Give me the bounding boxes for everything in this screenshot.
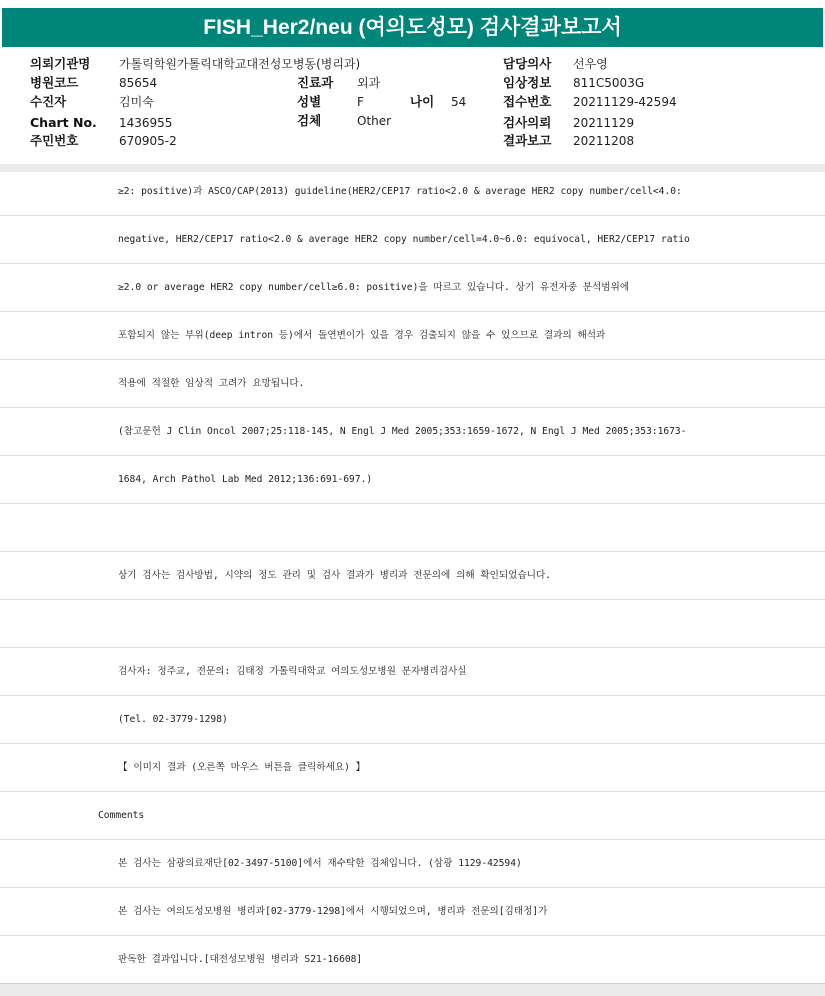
institution-label: 의뢰기관명 [30,56,91,71]
request-date-label: 검사의뢰 [503,115,552,130]
report-line [0,840,825,888]
report-line [0,552,825,600]
report-line [0,888,825,936]
result-date-label: 결과보고 [503,133,552,148]
department-label: 진료과 [297,75,334,90]
report-line [0,216,825,264]
line-text: 포함되지 않는 부위(deep intron 등)에서 돌연변이가 있을 경우 검출되지 않을 수 있으므로 결과의 해석과 [118,330,606,341]
line-text: ≥2: positive)과 ASCO/CAP(2013) guideline(HER2/CEP17 ratio<2.0 & average HER2 copy number/cell<4.0: [118,186,682,197]
image-result-link[interactable] [0,744,825,792]
report-title: FISH_Her2/neu (여의도성모) 검사결과보고서 [203,16,622,39]
specimen-label: 검체 [297,113,322,128]
report-line [0,696,825,744]
report-line [0,456,825,504]
clinical-info-value: 811C5003G [573,76,645,90]
age-value: 54 [451,95,467,109]
receipt-number-value: 20211129-42594 [573,95,677,109]
report-line [0,504,825,552]
report-line [0,600,825,648]
report-line [0,648,825,696]
receipt-number-label: 접수번호 [503,94,552,109]
request-date-value: 20211129 [573,116,635,130]
line-text: Comments [98,810,145,821]
line-text: (Tel. 02-3779-1298) [118,714,228,725]
line-text[interactable]: 【 이미지 결과 (오른쪽 마우스 버튼을 클릭하세요) 】 [118,762,366,773]
line-text: (참고문헌 J Clin Oncol 2007;25:118-145, N Engl J Med 2005;353:1659-1672, N Engl J Med 2005;353:1673- [118,426,687,437]
patient-value: 김미숙 [119,95,154,109]
chart-no-value: 1436955 [119,116,173,130]
chart-no-label: Chart No. [30,115,97,130]
report-line [0,408,825,456]
result-date-value: 20211208 [573,134,635,148]
sex-label: 성별 [297,94,322,109]
clinical-info-label: 임상정보 [503,75,552,90]
resident-number-value: 670905-2 [119,134,177,148]
line-text: 본 검사는 삼광의료재단[02-3497-5100]에서 재수탁한 검체입니다. (삼광 1129-42594) [118,858,522,869]
department-value: 외과 [357,76,381,90]
age-label: 나이 [410,94,435,109]
line-text: 1684, Arch Pathol Lab Med 2012;136:691-697.) [118,474,373,485]
specimen-value: Other [357,114,392,128]
sex-value: F [357,95,364,109]
report-line [0,168,825,216]
line-text: 검사자: 정주교, 전문의: 김태정 가톨릭대학교 여의도성모병원 분자병리검사실 [118,666,467,677]
line-text: ≥2.0 or average HER2 copy number/cell≥6.0: positive)을 따르고 있습니다. 상기 유전자중 분석범위에 [118,282,630,293]
resident-number-label: 주민번호 [30,133,79,148]
report-line [0,312,825,360]
report-line [0,360,825,408]
hospital-code-label: 병원코드 [30,75,79,90]
line-text: 본 검사는 여의도성모병원 병리과[02-3779-1298]에서 시행되었으며, 병리과 전문의[김태정]가 [118,906,548,917]
hospital-code-value: 85654 [119,76,158,90]
horizontal-scrollbar[interactable] [0,983,825,996]
institution-value: 가톨릭학원가톨릭대학교대전성모병동(병리과) [119,57,361,71]
line-text: 상기 검사는 검사방법, 시약의 정도 관리 및 검사 결과가 병리과 전문의에 의해 확인되었습니다. [118,570,552,581]
comments-heading [0,792,825,840]
doctor-label: 담당의사 [503,56,552,71]
line-text: 적용에 적절한 임상적 고려가 요망됩니다. [118,378,305,389]
doctor-value: 선우영 [573,57,608,71]
line-text: negative, HER2/CEP17 ratio<2.0 & average HER2 copy number/cell=4.0~6.0: equivocal, HER2/CEP17 ratio [118,234,690,245]
line-text: 판독한 결과입니다.[대전성모병원 병리과 S21-16608] [118,954,363,965]
patient-label: 수진자 [30,94,67,109]
report-line [0,264,825,312]
report-line [0,936,825,984]
report-header [0,47,825,165]
